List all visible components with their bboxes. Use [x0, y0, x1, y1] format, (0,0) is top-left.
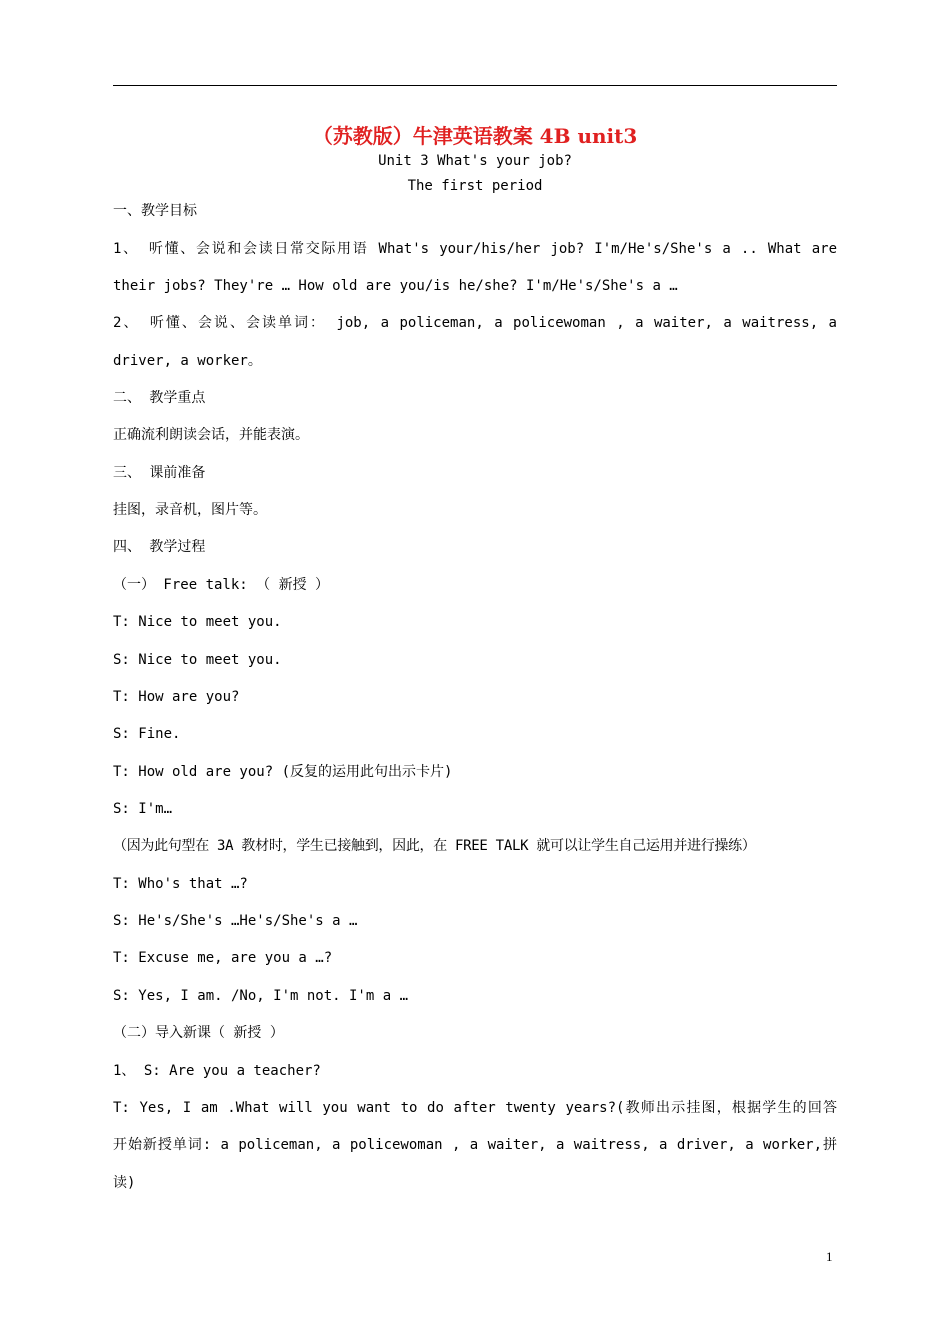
dialogue-line: S: Yes, I am. /No, I'm not. I'm a … — [113, 988, 409, 1004]
dialogue-line: 开始新授单词: a policeman, a policewoman , a waiter, a waitress, a driver, a worker,拼 — [113, 1137, 837, 1153]
note-line: （因为此句型在 3A 教材时，学生已接触到，因此，在 FREE TALK 就可以让学生自己运用并进行操练） — [113, 838, 756, 854]
objective-2-line-2: driver, a worker。 — [113, 353, 262, 369]
dialogue-line: S: I'm… — [113, 801, 173, 817]
dialogue-line: T: Excuse me, are you a …? — [113, 950, 333, 966]
document-title: （苏教版）牛津英语教案 4B unit3 — [312, 124, 638, 148]
subsection-free-talk: （一） Free talk: （ 新授 ） — [113, 577, 330, 593]
period-subtitle: The first period — [407, 178, 543, 194]
objective-2-line-1: 2、 听懂、会说、会读单词： job, a policeman, a policewoman , a waiter, a waitress, a — [113, 315, 837, 331]
dialogue-line: T: Yes, I am .What will you want to do after twenty years?(教师出示挂图，根据学生的回答 — [113, 1100, 837, 1116]
page-number: 1 — [826, 1249, 833, 1264]
section-heading-preparation: 三、 课前准备 — [113, 465, 206, 481]
dialogue-line: S: He's/She's …He's/She's a … — [113, 913, 358, 929]
dialogue-line: T: Nice to meet you. — [113, 614, 282, 630]
section-heading-process: 四、 教学过程 — [113, 539, 206, 555]
subsection-new-lesson: （二）导入新课（ 新授 ） — [113, 1025, 284, 1041]
preparation-text: 挂图，录音机，图片等。 — [113, 502, 267, 518]
dialogue-line: T: How are you? — [113, 689, 240, 705]
section-heading-objectives: 一、教学目标 — [113, 203, 197, 219]
key-points-text: 正确流利朗读会话，并能表演。 — [113, 427, 309, 443]
dialogue-line: 1、 S: Are you a teacher? — [113, 1063, 321, 1079]
dialogue-line: 读) — [113, 1175, 136, 1191]
dialogue-line: T: How old are you? (反复的运用此句出示卡片) — [113, 764, 453, 780]
dialogue-line: S: Nice to meet you. — [113, 652, 282, 668]
header-rule — [113, 85, 837, 86]
dialogue-line: S: Fine. — [113, 726, 181, 742]
section-heading-key-points: 二、 教学重点 — [113, 390, 206, 406]
unit-subtitle: Unit 3 What's your job? — [378, 153, 572, 169]
objective-1-line-2: their jobs? They're … How old are you/is he/she? I'm/He's/She's a … — [113, 278, 678, 294]
dialogue-line: T: Who's that …? — [113, 876, 248, 892]
objective-1-line-1: 1、 听懂、会说和会读日常交际用语 What's your/his/her job? I'm/He's/She's a .. What are — [113, 241, 837, 257]
